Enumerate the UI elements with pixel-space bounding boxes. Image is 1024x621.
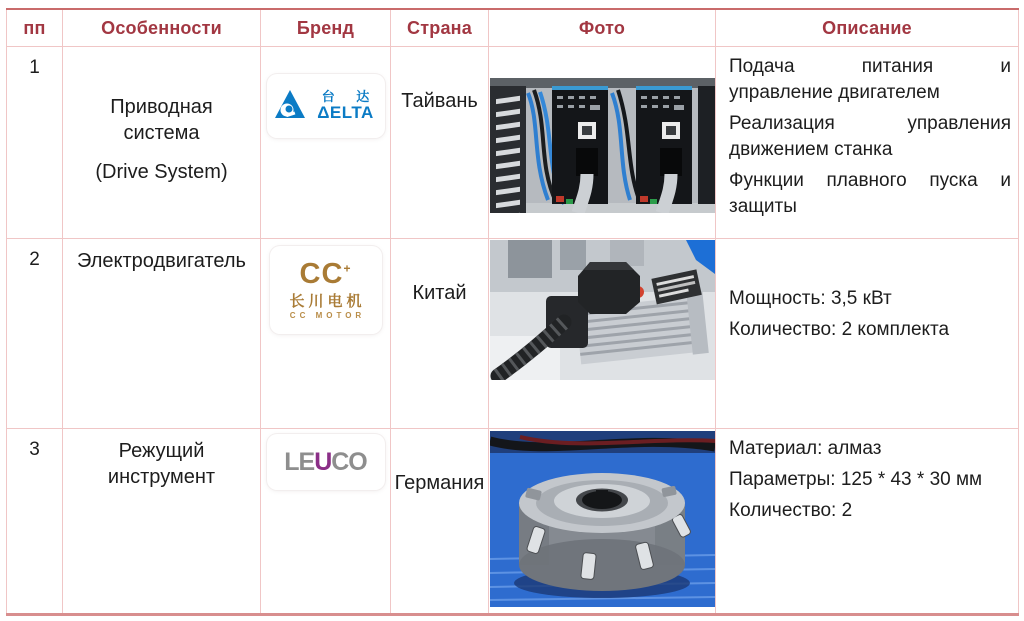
description-cell <box>716 47 1019 239</box>
table-row <box>7 239 1019 429</box>
col-header-country: Страна <box>391 9 489 47</box>
brand-cell <box>261 239 391 429</box>
feature-subtext: (Drive System) <box>95 160 228 183</box>
col-header-description: Описание <box>716 9 1019 47</box>
description-cell <box>716 429 1019 615</box>
feature-text: система <box>123 122 200 145</box>
description-paragraph: Подача питания и управление двигателем <box>729 56 1011 103</box>
photo-cell <box>489 47 716 239</box>
row-number: 2 <box>7 239 63 429</box>
description-paragraph: Количество: 2 <box>729 500 853 521</box>
col-header-features: Особенности <box>63 9 261 47</box>
cc-motor-text: CC MOTOR <box>289 310 366 320</box>
description-paragraph: Реализация управления движением станка <box>729 113 1011 160</box>
description-paragraph: Функции плавного пуска и защиты <box>729 170 1011 217</box>
header-row <box>7 9 1019 47</box>
col-header-brand: Бренд <box>261 9 391 47</box>
country-cell: Тайвань <box>391 47 489 239</box>
cc-chinese-text: 长川电机 <box>289 293 366 311</box>
table-row <box>7 429 1019 615</box>
description-paragraph: Материал: алмаз <box>729 438 882 459</box>
feature-cell <box>63 239 261 429</box>
brand-cell <box>261 429 391 615</box>
photo-cell <box>489 429 716 615</box>
electric-motor-photo <box>490 240 715 380</box>
components-table <box>6 8 1019 616</box>
description-paragraph: Количество: 2 комплекта <box>729 319 950 340</box>
feature-cell <box>63 429 261 615</box>
delta-logo <box>267 74 385 138</box>
delta-triangle-icon <box>273 88 307 125</box>
country-cell: Китай <box>391 239 489 429</box>
description-paragraph: Параметры: 125 * 43 * 30 мм <box>729 469 983 490</box>
leuco-logo <box>267 434 385 490</box>
leuco-logo-text: LEUCO <box>284 447 367 476</box>
col-header-photo: Фото <box>489 9 716 47</box>
row-number: 1 <box>7 47 63 239</box>
brand-cell <box>261 47 391 239</box>
row-number: 3 <box>7 429 63 615</box>
cutter-head-photo <box>490 431 715 607</box>
col-header-num: пп <box>7 9 63 47</box>
feature-text: Электродвигатель <box>77 250 246 272</box>
cc-motor-logo <box>270 246 382 334</box>
feature-cell <box>63 47 261 239</box>
cc-logo-text: CC+ <box>299 258 352 291</box>
table-row <box>7 47 1019 239</box>
delta-wordmark <box>313 90 379 121</box>
delta-latin-text: ΔELTA <box>317 102 374 122</box>
country-cell: Германия <box>391 429 489 615</box>
feature-text: инструмент <box>107 466 216 489</box>
servo-drives-photo <box>490 78 715 213</box>
description-cell <box>716 239 1019 429</box>
photo-cell <box>489 239 716 429</box>
delta-chinese-text: 台 达 <box>321 89 379 105</box>
description-paragraph: Мощность: 3,5 кВт <box>729 288 892 309</box>
feature-text: Режущий <box>118 440 205 462</box>
feature-text: Приводная <box>110 96 213 118</box>
